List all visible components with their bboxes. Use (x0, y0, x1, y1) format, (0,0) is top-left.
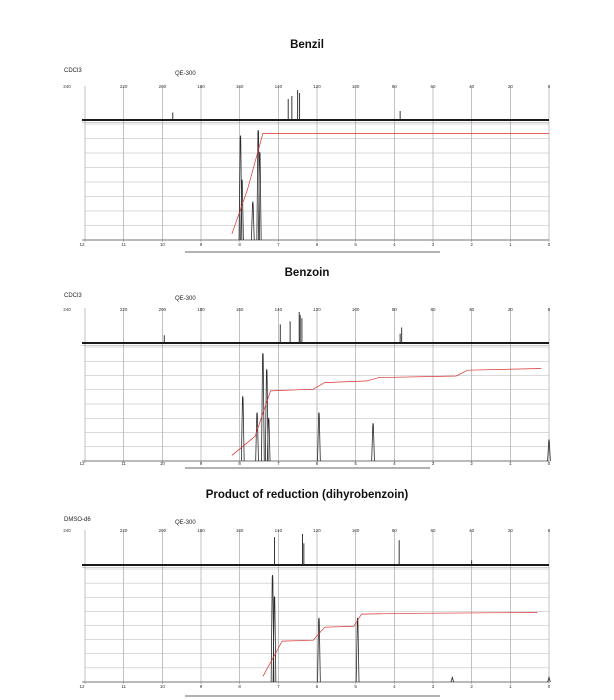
h1-tick-label: 1 (509, 242, 512, 247)
h1-tick-label: 3 (431, 242, 435, 247)
c13-tick-label: 160 (235, 307, 244, 312)
h1-tick-label: 5 (354, 684, 357, 689)
h1-peak (372, 423, 375, 461)
h1-tick-label: 11 (121, 684, 127, 689)
h1-tick-label: 1 (509, 684, 512, 689)
solvent-label: CDCl3 (64, 293, 82, 299)
c13-tick-label: 60 (430, 84, 436, 89)
c13-tick-label: 40 (469, 528, 475, 533)
c13-tick-label: 100 (351, 528, 360, 533)
spectrum-panel-3 (63, 489, 551, 696)
c13-tick-label: 240 (63, 84, 71, 89)
h1-tick-label: 2 (470, 242, 473, 247)
c13-tick-label: 20 (507, 84, 513, 89)
h1-tick-label: 7 (277, 461, 280, 466)
h1-peak (256, 412, 259, 461)
c13-tick-label: 0 (547, 307, 551, 312)
h1-tick-label: 8 (238, 242, 241, 247)
h1-tick-label: 7 (277, 684, 280, 689)
instrument-label: QE-300 (175, 520, 196, 526)
h1-tick-label: 7 (277, 242, 280, 247)
h1-peak (451, 677, 454, 682)
c13-tick-label: 160 (235, 528, 244, 533)
h1-tick-label: 2 (470, 461, 473, 466)
c13-tick-label: 140 (274, 528, 283, 533)
h1-tick-label: 4 (393, 461, 396, 466)
h1-tick-label: 11 (121, 242, 127, 247)
c13-tick-label: 240 (63, 528, 71, 533)
spectrum-panel-1 (63, 39, 551, 252)
c13-tick-label: 40 (469, 84, 475, 89)
h1-peak (318, 618, 321, 682)
h1-tick-label: 5 (354, 461, 357, 466)
c13-tick-label: 180 (197, 528, 205, 533)
c13-tick-label: 60 (430, 528, 436, 533)
c13-tick-label: 200 (158, 84, 167, 89)
h1-tick-label: 1 (509, 461, 512, 466)
spectrum-panel-2 (63, 267, 551, 468)
instrument-label: QE-300 (175, 296, 196, 302)
h1-tick-label: 4 (393, 684, 396, 689)
h1-peak (261, 353, 264, 461)
c13-tick-label: 120 (313, 84, 321, 89)
h1-tick-label: 10 (159, 242, 165, 247)
chart-title: Benzoin (284, 267, 330, 279)
h1-tick-label: 12 (79, 684, 85, 689)
c13-tick-label: 80 (391, 528, 397, 533)
h1-tick-label: 5 (354, 242, 357, 247)
h1-tick-label: 10 (159, 461, 165, 466)
h1-peak (318, 412, 321, 461)
c13-tick-label: 20 (507, 528, 513, 533)
c13-tick-label: 240 (63, 307, 71, 312)
c13-tick-label: 100 (351, 84, 360, 89)
solvent-label: CDCl3 (64, 68, 82, 74)
c13-tick-label: 100 (351, 307, 360, 312)
h1-tick-label: 9 (199, 242, 203, 247)
h1-peak (241, 396, 244, 461)
c13-tick-label: 140 (274, 84, 283, 89)
chart-title: Benzil (290, 39, 324, 51)
h1-tick-label: 3 (431, 684, 435, 689)
h1-tick-label: 3 (431, 461, 435, 466)
c13-tick-label: 80 (391, 307, 397, 312)
h1-tick-label: 0 (547, 461, 551, 466)
h1-tick-label: 4 (393, 242, 396, 247)
h1-tick-label: 12 (79, 242, 85, 247)
c13-tick-label: 220 (119, 84, 128, 89)
h1-tick-label: 9 (199, 684, 203, 689)
c13-tick-label: 60 (430, 307, 436, 312)
c13-tick-label: 200 (158, 528, 167, 533)
chart-title: Product of reduction (dihyrobenzoin) (205, 489, 409, 501)
h1-tick-label: 6 (315, 684, 319, 689)
h1-tick-label: 11 (121, 461, 127, 466)
h1-tick-label: 0 (547, 242, 551, 247)
c13-tick-label: 220 (119, 528, 128, 533)
h1-peak (251, 202, 254, 241)
c13-tick-label: 0 (547, 84, 551, 89)
integral-curve (232, 133, 549, 234)
h1-tick-label: 9 (199, 461, 203, 466)
c13-tick-label: 80 (391, 84, 397, 89)
h1-peak (356, 618, 359, 682)
instrument-label: QE-300 (175, 71, 196, 77)
h1-tick-label: 6 (315, 242, 319, 247)
h1-tick-label: 8 (238, 684, 241, 689)
c13-tick-label: 220 (119, 307, 128, 312)
c13-tick-label: 140 (274, 307, 283, 312)
h1-tick-label: 8 (238, 461, 241, 466)
c13-tick-label: 180 (197, 307, 205, 312)
c13-tick-label: 120 (313, 307, 321, 312)
h1-tick-label: 0 (547, 684, 551, 689)
h1-tick-label: 2 (470, 684, 473, 689)
c13-tick-label: 180 (197, 84, 205, 89)
c13-tick-label: 160 (235, 84, 244, 89)
h1-tick-label: 12 (79, 461, 85, 466)
c13-tick-label: 200 (158, 307, 167, 312)
c13-tick-label: 40 (469, 307, 475, 312)
c13-tick-label: 0 (547, 528, 551, 533)
h1-tick-label: 6 (315, 461, 319, 466)
integral-curve (263, 613, 538, 677)
solvent-label: DMSO-d6 (64, 517, 91, 523)
c13-tick-label: 120 (313, 528, 321, 533)
c13-tick-label: 20 (507, 307, 513, 312)
h1-tick-label: 10 (159, 684, 165, 689)
